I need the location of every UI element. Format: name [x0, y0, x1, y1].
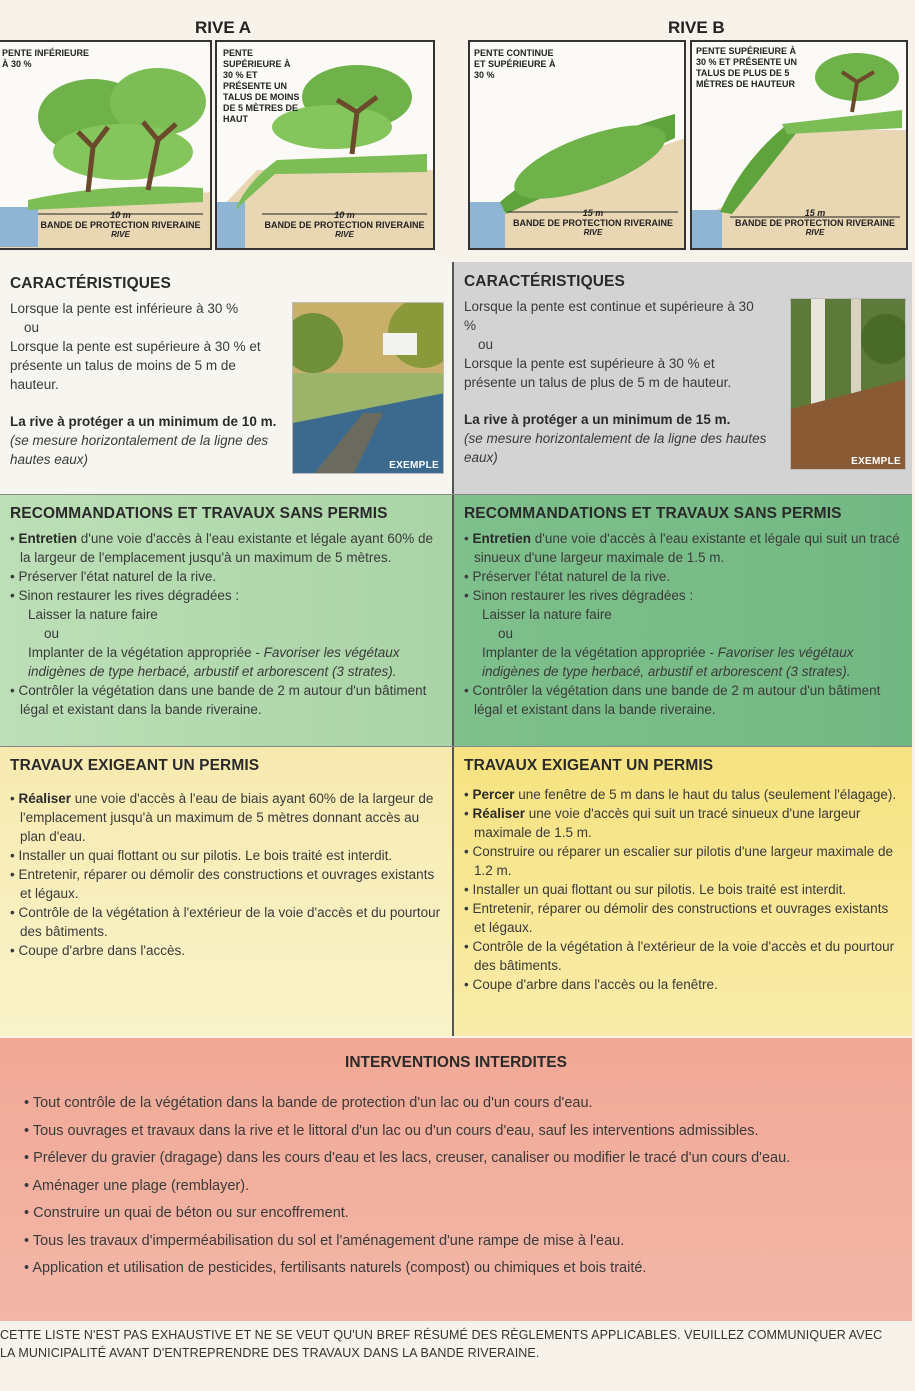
band-label: BANDE DE PROTECTION RIVERAINE [40, 220, 201, 230]
disclaimer-line: LA MUNICIPALITÉ AVANT D'ENTREPRENDRE DES TRAVAUX DANS LA BANDE RIVERAINE. [0, 1346, 540, 1360]
list-item: • Entretenir, réparer ou démolir des constructions et ouvrages existants et légaux. [10, 865, 442, 903]
minimum-distance: La rive à protéger a un minimum de 15 m. [464, 412, 731, 427]
rive-b-title: RIVE B [668, 18, 725, 37]
list-item: • Construire un quai de béton ou sur encoffrement. [14, 1200, 898, 1228]
disclaimer-line: CETTE LISTE N'EST PAS EXHAUSTIVE ET NE SE VEUT QU'UN BREF RÉSUMÉ DES RÈGLEMENTS APPLICABLES. VEUILLEZ COMMUNIQUER AVEC [0, 1328, 883, 1342]
or-text: ou [498, 626, 514, 641]
forbidden-list [14, 1090, 898, 1283]
characteristic-line: Lorsque la pente est continue et supérieure à 30 % [464, 299, 754, 333]
rive-label: RIVE [805, 228, 825, 237]
row-divider [0, 494, 912, 495]
rive-label: RIVE [583, 228, 603, 237]
forbidden-interventions [0, 1038, 912, 1321]
characteristic-line: Lorsque la pente est supérieure à 30 % et présente un talus de moins de 5 m de hauteur. [10, 339, 261, 392]
diagram-rive-b-continuous-slope [468, 40, 686, 250]
list-item: • Coupe d'arbre dans l'accès ou la fenêtre. [464, 975, 902, 994]
list-item: • Installer un quai flottant ou sur pilotis. Le bois traité est interdit. [10, 846, 442, 865]
band-label: BANDE DE PROTECTION RIVERAINE [512, 218, 673, 228]
characteristic-line: Lorsque la pente est supérieure à 30 % et présente un talus de plus de 5 m de hauteur. [464, 356, 732, 390]
measure-block [262, 210, 427, 239]
recommendations-list [10, 529, 442, 605]
rive-a-title: RIVE A [195, 18, 252, 37]
recommendations-list [464, 529, 902, 605]
sub-option: Laisser la nature faire [28, 607, 158, 622]
measure-block [508, 208, 678, 237]
rive-label: RIVE [111, 230, 130, 239]
section-title: RECOMMANDATIONS ET TRAVAUX SANS PERMIS [10, 505, 388, 522]
list-item: • Entretien d'une voie d'accès à l'eau existante et légale qui suit un tracé sinueux d'une largeur maximale de 1.5 m. [464, 529, 902, 567]
recommendations-rive-a [0, 494, 452, 746]
measure-value: 15 m [804, 208, 826, 218]
permit-works-rive-a [0, 746, 452, 1036]
list-item: • Percer une fenêtre de 5 m dans le haut du talus (seulement l'élagage). [464, 785, 902, 804]
diagram-label: PENTE SUPÉRIEURE À 30 % ET PRÉSENTE UN TALUS DE MOINS DE 5 MÈTRES DE HAUT [223, 48, 300, 124]
list-item: • Installer un quai flottant ou sur pilotis. Le bois traité est interdit. [464, 880, 902, 899]
list-item: • Construire ou réparer un escalier sur pilotis d'une largeur maximale de 1.2 m. [464, 842, 902, 880]
recommendations-rive-b [454, 494, 912, 746]
sub-option: Implanter de la végétation appropriée - Favoriser les végétaux indigènes de type herbacé, arbustif et arborescent (3 strates). [482, 645, 854, 679]
list-item: • Entretien d'une voie d'accès à l'eau existante et légale ayant 60% de la largeur de l'emplacement jusqu'à un maximum de 5 mètres. [10, 529, 442, 567]
example-photo-a [292, 302, 444, 474]
band-label: BANDE DE PROTECTION RIVERAINE [264, 220, 425, 230]
disclaimer [0, 1326, 912, 1362]
photo-caption: EXEMPLE [851, 456, 901, 467]
permit-list [10, 789, 442, 960]
list-item: • Sinon restaurer les rives dégradées : [464, 586, 902, 605]
diagram-label: PENTE SUPÉRIEURE À 30 % ET PRÉSENTE UN TALUS DE PLUS DE 5 MÈTRES DE HAUTEUR [696, 46, 798, 89]
band-label: BANDE DE PROTECTION RIVERAINE [734, 218, 895, 228]
or-text: ou [24, 320, 40, 335]
list-item: • Contrôler la végétation dans une bande de 2 m autour d'un bâtiment légal et existant dans la bande riveraine. [10, 681, 442, 719]
section-title: RECOMMANDATIONS ET TRAVAUX SANS PERMIS [464, 505, 842, 522]
example-photo-b [790, 298, 906, 470]
diagram-rive-a-gentle-slope [0, 40, 212, 250]
or-text: ou [478, 337, 494, 352]
or-text: ou [44, 626, 60, 641]
list-item: • Coupe d'arbre dans l'accès. [10, 941, 442, 960]
column-divider [452, 262, 454, 1036]
list-item: • Application et utilisation de pesticides, fertilisants naturels (compost) ou chimiques et bois traité. [14, 1255, 898, 1283]
diagram-label: PENTE CONTINUE ET SUPÉRIEURE À 30 % [474, 48, 556, 80]
measure-value: 15 m [582, 208, 604, 218]
diagram-label: PENTE INFÉRIEURE À 30 % [2, 48, 90, 69]
sub-option: Implanter de la végétation appropriée - Favoriser les végétaux indigènes de type herbacé, arbustif et arborescent (3 strates). [28, 645, 400, 679]
list-item: • Contrôler la végétation dans une bande de 2 m autour d'un bâtiment légal et existant dans la bande riveraine. [464, 681, 902, 719]
section-title: CARACTÉRISTIQUES [464, 273, 625, 290]
measure-value: 10 m [110, 210, 131, 220]
measurement-note: (se mesure horizontalement de la ligne des hautes eaux) [464, 431, 767, 465]
list-item: • Contrôle de la végétation à l'extérieur de la voie d'accès et du pourtour des bâtiments. [464, 937, 902, 975]
permit-works-rive-b [454, 746, 912, 1036]
section-title: TRAVAUX EXIGEANT UN PERMIS [10, 757, 260, 774]
list-item: • Tous ouvrages et travaux dans la rive et le littoral d'un lac ou d'un cours d'eau, sauf les interventions admissibles. [14, 1118, 898, 1146]
rive-label: RIVE [335, 230, 354, 239]
permit-list [464, 785, 902, 994]
measurement-note: (se mesure horizontalement de la ligne des hautes eaux) [10, 433, 269, 467]
characteristic-line: Lorsque la pente est inférieure à 30 % [10, 301, 239, 316]
list-item: • Tous les travaux d'imperméabilisation du sol et l'aménagement d'une rampe de mise à l'eau. [14, 1228, 898, 1256]
list-item: • Contrôle de la végétation à l'extérieur de la voie d'accès et du pourtour des bâtiments. [10, 903, 442, 941]
list-item: • Tout contrôle de la végétation dans la bande de protection d'un lac ou d'un cours d'eau. [14, 1090, 898, 1118]
sub-option: Laisser la nature faire [482, 607, 612, 622]
list-item: • Aménager une plage (remblayer). [14, 1173, 898, 1201]
list-item: • Prélever du gravier (dragage) dans les cours d'eau et les lacs, creuser, canaliser ou modifier le tracé d'un cours d'eau. [14, 1145, 898, 1173]
measure-value: 10 m [334, 210, 355, 220]
row-divider [0, 746, 912, 747]
section-title: CARACTÉRISTIQUES [10, 275, 171, 292]
photo-caption: EXEMPLE [389, 460, 439, 471]
list-item: • Sinon restaurer les rives dégradées : [10, 586, 442, 605]
diagram-rive-a-steep-short-slope [215, 40, 435, 250]
forest-slope-photo [791, 299, 906, 470]
diagram-rive-b-steep-tall-slope [690, 40, 908, 250]
lake-shore-photo [293, 303, 444, 474]
minimum-distance: La rive à protéger a un minimum de 10 m. [10, 414, 277, 429]
list-item: • Réaliser une voie d'accès qui suit un tracé sinueux d'une largeur maximale de 1.5 m. [464, 804, 902, 842]
list-item: • Réaliser une voie d'accès à l'eau de biais ayant 60% de la largeur de l'emplacement jusqu'à un maximum de 5 mètres donnant accès au plan d'eau. [10, 789, 442, 846]
list-item: • Préserver l'état naturel de la rive. [10, 567, 442, 586]
measure-block [730, 208, 900, 237]
section-title: TRAVAUX EXIGEANT UN PERMIS [464, 757, 714, 774]
measure-block [38, 210, 203, 239]
section-title: INTERVENTIONS INTERDITES [345, 1054, 567, 1071]
list-item: • Préserver l'état naturel de la rive. [464, 567, 902, 586]
list-item: • Entretenir, réparer ou démolir des constructions et ouvrages existants et légaux. [464, 899, 902, 937]
